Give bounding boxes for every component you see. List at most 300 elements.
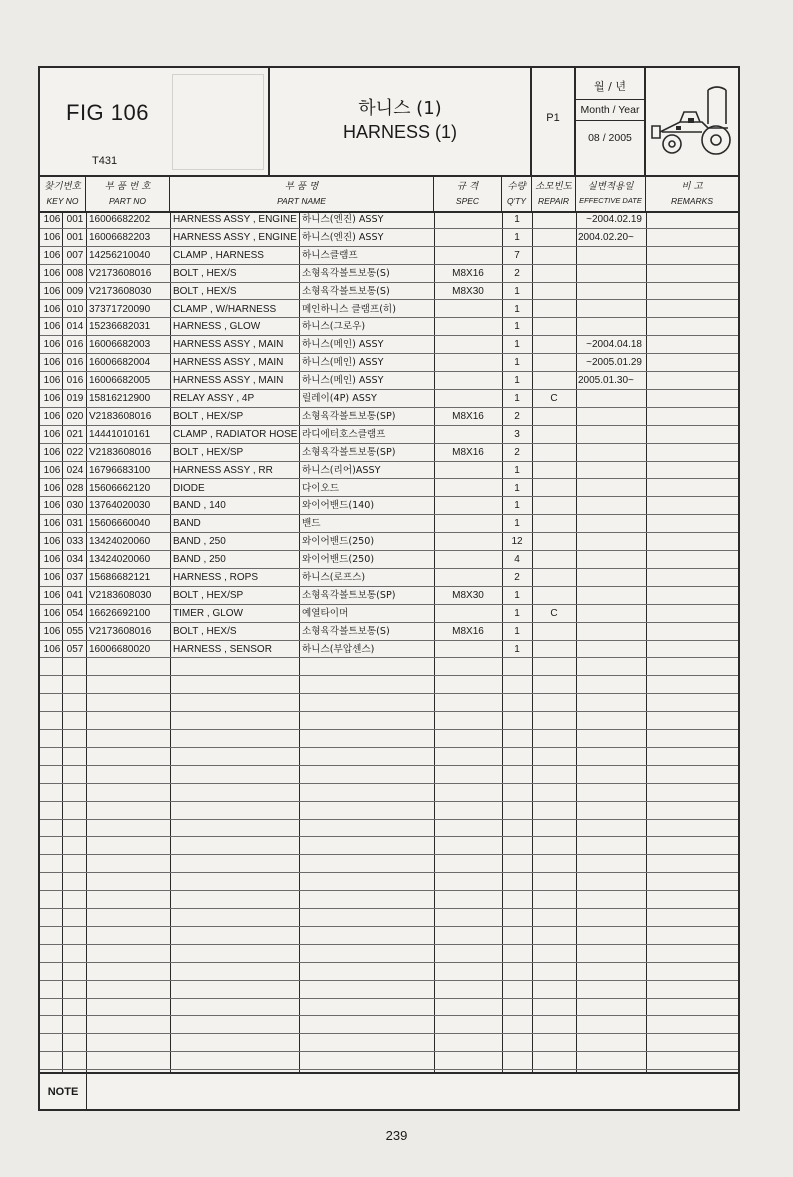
row-qty: 2 xyxy=(514,446,520,458)
table-row xyxy=(40,945,738,963)
row-qty: 3 xyxy=(514,428,520,440)
row-fig-number: 106 xyxy=(43,231,61,243)
tractor-icon xyxy=(650,78,734,166)
row-qty: 1 xyxy=(514,214,520,225)
row-part-number: 16006682004 xyxy=(89,357,151,369)
row-part-name-ko: 하니스(리어)ASSY xyxy=(302,464,381,476)
row-repair xyxy=(532,623,576,640)
table-row xyxy=(40,551,738,569)
row-part-name-ko: 소형육각볼트보통(SP) xyxy=(302,446,396,458)
table-row xyxy=(40,1034,738,1052)
row-qty: 2 xyxy=(514,410,520,422)
row-qty: 1 xyxy=(514,357,520,369)
row-repair xyxy=(532,569,576,586)
row-spec xyxy=(434,605,502,622)
row-qty: 1 xyxy=(514,285,520,297)
row-key-number: 041 xyxy=(66,589,84,601)
row-part-name-ko: 와이어밴드(250) xyxy=(302,554,375,566)
row-key-number: 009 xyxy=(66,285,84,297)
row-part-name-en: HARNESS ASSY , ENGINE xyxy=(173,214,297,225)
row-qty: 2 xyxy=(514,572,520,583)
table-row xyxy=(40,587,738,605)
col-key-ko: 찾기번호 xyxy=(44,181,81,192)
table-row xyxy=(40,981,738,999)
table-row xyxy=(40,354,738,372)
row-part-name-en: BOLT , HEX/S xyxy=(173,267,237,279)
row-effective-date xyxy=(578,605,646,622)
row-key-number: 008 xyxy=(66,267,84,279)
table-row xyxy=(40,211,738,229)
row-key-number: 001 xyxy=(66,231,84,243)
row-key-number: 007 xyxy=(66,249,84,261)
row-part-number: 16006682005 xyxy=(89,375,151,387)
row-part-number: V2183608016 xyxy=(89,410,152,422)
row-repair xyxy=(532,533,576,550)
row-fig-number: 106 xyxy=(43,500,61,512)
table-row xyxy=(40,659,738,677)
row-part-name-ko: 다이오드 xyxy=(302,482,340,494)
col-qty xyxy=(502,175,532,211)
row-fig-number: 106 xyxy=(43,464,61,476)
row-part-name-en: BAND xyxy=(173,518,201,530)
row-effective-date xyxy=(578,408,646,425)
date-cell xyxy=(576,68,646,175)
row-qty: 1 xyxy=(514,339,520,351)
figure-title: FIG 106 xyxy=(66,100,149,125)
table-row xyxy=(40,676,738,694)
table-row xyxy=(40,909,738,927)
table-row xyxy=(40,444,738,462)
row-repair xyxy=(532,336,576,353)
row-part-name-en: TIMER , GLOW xyxy=(173,607,243,619)
row-qty: 4 xyxy=(514,554,520,566)
row-spec xyxy=(434,229,502,246)
row-part-name-en: CLAMP , HARNESS xyxy=(173,249,264,261)
col-remarks-en: REMARKS xyxy=(670,196,714,206)
row-part-name-en: BAND , 250 xyxy=(173,554,226,566)
table-row xyxy=(40,855,738,873)
row-qty: 1 xyxy=(514,607,520,619)
row-fig-number: 106 xyxy=(43,554,61,566)
row-part-number: 16796683100 xyxy=(89,464,151,476)
column-headers xyxy=(40,175,738,213)
table-row xyxy=(40,1017,738,1035)
row-key-number: 024 xyxy=(66,464,84,476)
row-part-name-en: HARNESS ASSY , ENGINE xyxy=(173,231,297,243)
table-row xyxy=(40,766,738,784)
row-part-name-en: RELAY ASSY , 4P xyxy=(173,393,255,404)
title-english: HARNESS (1) xyxy=(342,122,458,142)
table-row xyxy=(40,318,738,336)
row-part-number: 14441010161 xyxy=(89,428,151,440)
row-part-number: 15606660040 xyxy=(89,518,151,530)
row-qty: 1 xyxy=(514,393,520,404)
row-fig-number: 106 xyxy=(43,643,61,655)
row-spec xyxy=(434,301,502,318)
row-repair xyxy=(532,408,576,425)
row-part-number: V2183608016 xyxy=(89,446,152,458)
title-korean: 하니스 (1) xyxy=(358,98,442,119)
row-spec xyxy=(434,497,502,514)
col-spec xyxy=(434,175,502,211)
row-repair xyxy=(532,497,576,514)
table-row xyxy=(40,301,738,319)
row-part-name-ko: 하니스클램프 xyxy=(302,249,358,261)
row-effective-date xyxy=(578,462,646,479)
col-part-no-ko: 부 품 번 호 xyxy=(104,181,151,192)
row-repair xyxy=(532,515,576,532)
row-part-number: 16626692100 xyxy=(89,607,151,619)
col-remarks-ko: 비 고 xyxy=(681,181,703,192)
table-row xyxy=(40,802,738,820)
row-part-name-ko: 와이어밴드(140) xyxy=(302,500,375,512)
table-row xyxy=(40,605,738,623)
table-row xyxy=(40,497,738,515)
row-part-name-ko: 밴드 xyxy=(302,518,321,530)
row-fig-number: 106 xyxy=(43,285,61,297)
row-part-number: 13424020060 xyxy=(89,536,151,548)
row-part-name-ko: 하니스(부압센스) xyxy=(302,643,375,655)
row-fig-number: 106 xyxy=(43,375,61,387)
row-part-name-en: HARNESS ASSY , RR xyxy=(173,464,273,476)
row-spec xyxy=(434,462,502,479)
row-repair xyxy=(532,318,576,335)
row-repair xyxy=(532,444,576,461)
row-repair xyxy=(532,283,576,300)
row-part-name-en: HARNESS ASSY , MAIN xyxy=(173,375,284,387)
table-row xyxy=(40,784,738,802)
table-row xyxy=(40,963,738,981)
row-spec: M8X16 xyxy=(452,410,484,422)
col-repair-ko: 소모빈도 xyxy=(535,181,572,192)
row-key-number: 057 xyxy=(66,643,84,655)
row-qty: 1 xyxy=(514,589,520,601)
row-qty: 1 xyxy=(514,303,520,315)
figure-cell xyxy=(40,68,270,175)
figure-code: T431 xyxy=(92,155,118,167)
table-row xyxy=(40,533,738,551)
table-row xyxy=(40,462,738,480)
row-fig-number: 106 xyxy=(43,536,61,548)
row-repair xyxy=(532,641,576,658)
row-fig-number: 106 xyxy=(43,303,61,315)
row-spec xyxy=(434,390,502,407)
row-part-number: V2173608030 xyxy=(89,285,152,297)
col-repair xyxy=(532,175,576,211)
col-spec-ko: 규 격 xyxy=(456,181,479,192)
row-effective-date xyxy=(578,623,646,640)
row-part-name-ko: 하니스(그로우) xyxy=(302,321,366,333)
row-part-number: V2183608030 xyxy=(89,589,152,601)
row-repair xyxy=(532,229,576,246)
row-spec xyxy=(434,641,502,658)
row-part-number: V2173608016 xyxy=(89,267,152,279)
table-row xyxy=(40,247,738,265)
row-fig-number: 106 xyxy=(43,357,61,369)
row-qty: 1 xyxy=(514,231,520,243)
row-qty: 1 xyxy=(514,375,520,387)
row-effective-date xyxy=(578,515,646,532)
col-effective-date xyxy=(576,175,646,211)
row-part-name-en: BOLT , HEX/S xyxy=(173,285,237,297)
row-fig-number: 106 xyxy=(43,321,61,333)
row-fig-number: 106 xyxy=(43,249,61,261)
row-key-number: 031 xyxy=(66,518,84,530)
row-part-number: 16006682203 xyxy=(89,231,151,243)
row-part-name-ko: 소형육각볼트보통(S) xyxy=(302,625,390,637)
row-qty: 1 xyxy=(514,464,520,476)
row-part-name-ko: 예열타이머 xyxy=(302,607,349,619)
row-fig-number: 106 xyxy=(43,607,61,619)
row-part-name-ko: 소형육각볼트보통(S) xyxy=(302,285,390,297)
table-row xyxy=(40,873,738,891)
row-repair: C xyxy=(550,607,558,619)
row-key-number: 016 xyxy=(66,339,84,351)
row-qty: 2 xyxy=(514,267,520,279)
row-part-name-en: CLAMP , RADIATOR HOSE xyxy=(173,428,298,440)
col-part-name-en: PART NAME xyxy=(277,196,326,206)
page-code: P1 xyxy=(546,112,560,124)
row-spec: M8X30 xyxy=(452,285,484,297)
row-spec xyxy=(434,354,502,371)
table-row xyxy=(40,838,738,856)
row-effective-date: 2005.01.30~ xyxy=(578,375,634,387)
row-effective-date xyxy=(578,497,646,514)
row-part-name-en: BOLT , HEX/SP xyxy=(173,589,244,601)
row-part-number: 16006680020 xyxy=(89,643,151,655)
row-part-name-ko: 하니스(엔진) ASSY xyxy=(302,214,384,225)
row-key-number: 028 xyxy=(66,482,84,494)
row-repair xyxy=(532,354,576,371)
row-repair xyxy=(532,462,576,479)
row-part-number: 15606662120 xyxy=(89,482,151,494)
row-fig-number: 106 xyxy=(43,572,61,583)
table-row xyxy=(40,694,738,712)
row-part-number: 37371720090 xyxy=(89,303,151,315)
row-effective-date xyxy=(578,283,646,300)
row-effective-date xyxy=(578,533,646,550)
row-key-number: 033 xyxy=(66,536,84,548)
row-part-name-en: BAND , 140 xyxy=(173,500,226,512)
row-part-name-en: HARNESS ASSY , MAIN xyxy=(173,357,284,369)
row-repair xyxy=(532,301,576,318)
table-row xyxy=(40,426,738,444)
row-effective-date xyxy=(578,551,646,568)
table-row xyxy=(40,372,738,390)
col-key xyxy=(40,175,86,211)
row-qty: 1 xyxy=(514,518,520,530)
row-part-name-en: BOLT , HEX/SP xyxy=(173,410,244,422)
row-part-name-ko: 하니스(메인) ASSY xyxy=(302,375,384,387)
col-part-no-en: PART NO xyxy=(109,196,146,206)
table-row xyxy=(40,712,738,730)
row-spec xyxy=(434,211,502,228)
row-part-name-en: BOLT , HEX/S xyxy=(173,625,237,637)
table-row xyxy=(40,748,738,766)
row-repair: C xyxy=(550,393,558,404)
row-fig-number: 106 xyxy=(43,446,61,458)
row-fig-number: 106 xyxy=(43,214,61,225)
table-row xyxy=(40,820,738,838)
row-effective-date xyxy=(578,641,646,658)
row-key-number: 016 xyxy=(66,357,84,369)
table-row xyxy=(40,283,738,301)
row-part-number: 16006682003 xyxy=(89,339,151,351)
page-code-cell xyxy=(532,68,576,175)
row-spec xyxy=(434,372,502,389)
row-fig-number: 106 xyxy=(43,428,61,440)
row-key-number: 054 xyxy=(66,607,84,619)
row-part-name-ko: 릴레이(4P) ASSY xyxy=(302,393,377,404)
row-qty: 1 xyxy=(514,500,520,512)
col-qty-ko: 수량 xyxy=(507,181,526,192)
row-effective-date xyxy=(578,587,646,604)
col-spec-en: SPEC xyxy=(455,196,480,206)
row-spec: M8X30 xyxy=(452,589,484,601)
row-fig-number: 106 xyxy=(43,339,61,351)
table-row xyxy=(40,641,738,659)
row-part-number: V2173608016 xyxy=(89,625,152,637)
table-row xyxy=(40,480,738,498)
date-label-english: Month / Year xyxy=(576,99,644,121)
row-part-name-ko: 하니스(메인) ASSY xyxy=(302,357,384,369)
sheet-header xyxy=(40,68,738,177)
row-part-number: 15236682031 xyxy=(89,321,151,333)
parts-sheet xyxy=(38,66,740,1111)
row-part-name-en: HARNESS , SENSOR xyxy=(173,643,272,655)
col-part-name-ko: 부 품 명 xyxy=(284,181,319,192)
row-key-number: 020 xyxy=(66,410,84,422)
row-part-number: 15816212900 xyxy=(89,393,151,404)
row-spec xyxy=(434,480,502,497)
table-row xyxy=(40,336,738,354)
row-spec xyxy=(434,247,502,264)
row-qty: 1 xyxy=(514,482,520,494)
row-spec xyxy=(434,533,502,550)
table-row xyxy=(40,229,738,247)
row-key-number: 014 xyxy=(66,321,84,333)
table-row xyxy=(40,999,738,1017)
row-part-name-en: BOLT , HEX/SP xyxy=(173,446,244,458)
row-spec xyxy=(434,336,502,353)
row-repair xyxy=(532,587,576,604)
row-effective-date xyxy=(578,569,646,586)
row-repair xyxy=(532,426,576,443)
col-qty-en: Q'TY xyxy=(506,196,527,206)
row-part-number: 13424020060 xyxy=(89,554,151,566)
row-repair xyxy=(532,480,576,497)
row-effective-date xyxy=(578,390,646,407)
row-qty: 1 xyxy=(514,625,520,637)
row-key-number: 010 xyxy=(66,303,84,315)
row-part-name-en: HARNESS , ROPS xyxy=(173,572,259,583)
date-value: 08 / 2005 xyxy=(588,132,632,144)
table-row xyxy=(40,265,738,283)
row-part-number: 14256210040 xyxy=(89,249,151,261)
row-effective-date: ~2005.01.29 xyxy=(586,357,642,369)
row-effective-date xyxy=(578,301,646,318)
row-part-name-ko: 와이어밴드(250) xyxy=(302,536,375,548)
row-spec: M8X16 xyxy=(452,446,484,458)
col-repair-en: REPAIR xyxy=(537,196,570,206)
row-part-name-ko: 하니스(로프스) xyxy=(302,572,366,583)
table-row xyxy=(40,1052,738,1070)
row-spec: M8X16 xyxy=(452,267,484,279)
col-key-en: KEY NO xyxy=(46,196,79,206)
row-repair xyxy=(532,551,576,568)
row-part-name-ko: 라디에터호스클램프 xyxy=(302,428,386,440)
row-key-number: 001 xyxy=(66,214,84,225)
row-key-number: 021 xyxy=(66,428,84,440)
row-fig-number: 106 xyxy=(43,482,61,494)
col-remarks xyxy=(646,175,738,211)
table-row xyxy=(40,390,738,408)
row-effective-date: ~2004.02.19 xyxy=(586,214,642,225)
row-qty: 7 xyxy=(514,249,520,261)
picture-cell xyxy=(646,68,738,175)
row-fig-number: 106 xyxy=(43,625,61,637)
table-row xyxy=(40,515,738,533)
col-effective-en: EFFECTIVE DATE xyxy=(579,196,642,205)
col-part-name xyxy=(170,175,434,211)
table-row xyxy=(40,569,738,587)
row-spec xyxy=(434,515,502,532)
row-effective-date xyxy=(578,318,646,335)
table-row xyxy=(40,408,738,426)
table-row xyxy=(40,891,738,909)
row-repair xyxy=(532,211,576,228)
row-part-name-ko: 메인하니스 클램프(히) xyxy=(302,303,396,315)
row-fig-number: 106 xyxy=(43,589,61,601)
row-part-name-ko: 소형육각볼트보통(S) xyxy=(302,267,390,279)
col-effective-ko: 실변적용일 xyxy=(587,181,634,192)
table-row xyxy=(40,927,738,945)
date-label-korean: 월 / 년 xyxy=(594,80,626,93)
row-key-number: 022 xyxy=(66,446,84,458)
row-part-name-en: HARNESS ASSY , MAIN xyxy=(173,339,284,351)
row-repair xyxy=(532,265,576,282)
table-row xyxy=(40,730,738,748)
row-part-name-en: HARNESS , GLOW xyxy=(173,321,261,333)
row-key-number: 037 xyxy=(66,572,84,583)
title-cell xyxy=(270,68,532,175)
row-part-number: 13764020030 xyxy=(89,500,151,512)
row-spec xyxy=(434,569,502,586)
row-fig-number: 106 xyxy=(43,267,61,279)
row-effective-date xyxy=(578,265,646,282)
row-qty: 12 xyxy=(511,536,523,548)
parts-table xyxy=(40,211,738,1072)
row-key-number: 019 xyxy=(66,393,84,404)
row-key-number: 016 xyxy=(66,375,84,387)
row-part-name-en: CLAMP , W/HARNESS xyxy=(173,303,277,315)
row-key-number: 034 xyxy=(66,554,84,566)
row-part-name-ko: 하니스(엔진) ASSY xyxy=(302,231,384,243)
row-qty: 1 xyxy=(514,643,520,655)
row-fig-number: 106 xyxy=(43,393,61,404)
row-effective-date xyxy=(578,247,646,264)
row-part-name-ko: 하니스(메인) ASSY xyxy=(302,339,384,351)
row-spec xyxy=(434,551,502,568)
row-part-number: 15686682121 xyxy=(89,572,151,583)
row-repair xyxy=(532,247,576,264)
row-effective-date xyxy=(578,444,646,461)
row-key-number: 030 xyxy=(66,500,84,512)
bleed-through-box xyxy=(172,74,264,170)
row-part-number: 16006682202 xyxy=(89,214,151,225)
col-part-no xyxy=(86,175,170,211)
row-spec xyxy=(434,318,502,335)
